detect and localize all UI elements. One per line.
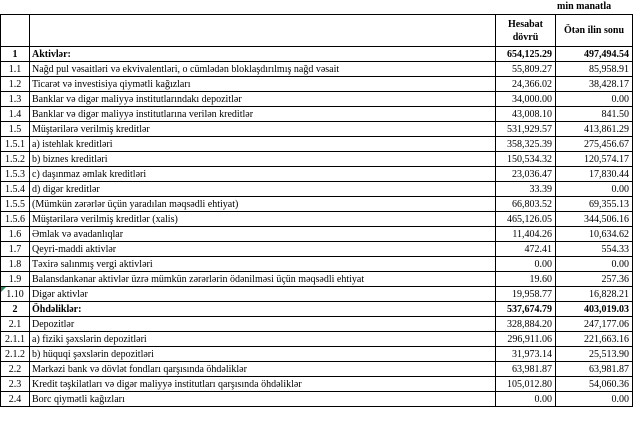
- row-previous-value: 221,663.16: [556, 332, 633, 347]
- row-number: 1.2: [1, 77, 30, 92]
- row-number: 1.3: [1, 92, 30, 107]
- header-current-period: Hesabat dövrü: [496, 15, 556, 47]
- row-previous-value: 0.00: [556, 392, 633, 407]
- row-previous-value: 38,428.17: [556, 77, 633, 92]
- row-number: 1: [1, 47, 30, 62]
- row-current-value: 11,404.26: [496, 227, 556, 242]
- row-label: a) istehlak kreditləri: [30, 137, 496, 152]
- table-row: [1, 212, 633, 227]
- row-label: Müştərilərə verilmiş kreditlər (xalis): [30, 212, 496, 227]
- row-label: b) hüquqi şəxslərin depozitləri: [30, 347, 496, 362]
- table-row: [1, 197, 633, 212]
- row-current-value: 66,803.52: [496, 197, 556, 212]
- row-number: 2.2: [1, 362, 30, 377]
- row-label: Əmlak və avadanlıqlar: [30, 227, 496, 242]
- row-previous-value: 85,958.91: [556, 62, 633, 77]
- table-row: [1, 377, 633, 392]
- row-previous-value: 16,828.21: [556, 287, 633, 302]
- row-label: Müştərilərə verilmiş kreditlər: [30, 122, 496, 137]
- row-current-value: 296,911.06: [496, 332, 556, 347]
- table-row: [1, 227, 633, 242]
- row-previous-value: 247,177.06: [556, 317, 633, 332]
- row-label: Balansdankənar aktivlər üzrə mümkün zərərlərin ödənilməsi üçün məqsədli ehtiyat: [30, 272, 496, 287]
- row-current-value: 0.00: [496, 257, 556, 272]
- table-row: [1, 47, 633, 62]
- row-previous-value: 275,456.67: [556, 137, 633, 152]
- table-row: [1, 347, 633, 362]
- table-row: [1, 107, 633, 122]
- table-row: [1, 242, 633, 257]
- row-label: c) daşınmaz əmlak kreditləri: [30, 167, 496, 182]
- table-row: [1, 182, 633, 197]
- row-number: 2.1.1: [1, 332, 30, 347]
- row-previous-value: 17,830.44: [556, 167, 633, 182]
- row-current-value: 63,981.87: [496, 362, 556, 377]
- row-current-value: 358,325.39: [496, 137, 556, 152]
- row-number: 1.5.3: [1, 167, 30, 182]
- row-number: 2.3: [1, 377, 30, 392]
- table-row: [1, 257, 633, 272]
- row-current-value: 31,973.14: [496, 347, 556, 362]
- row-previous-value: 344,506.16: [556, 212, 633, 227]
- row-current-value: 328,884.20: [496, 317, 556, 332]
- row-label: b) biznes kreditləri: [30, 152, 496, 167]
- row-current-value: 105,012.80: [496, 377, 556, 392]
- row-label: Aktivlər:: [30, 47, 496, 62]
- table-row: [1, 62, 633, 77]
- balance-sheet-table: [0, 14, 633, 407]
- row-number: 1.4: [1, 107, 30, 122]
- header-num-cell: [1, 15, 30, 47]
- row-previous-value: 403,019.03: [556, 302, 633, 317]
- unit-label: min manatla: [557, 1, 612, 12]
- table-row: [1, 362, 633, 377]
- row-number: 2.1: [1, 317, 30, 332]
- row-current-value: 465,126.05: [496, 212, 556, 227]
- row-current-value: 34,000.00: [496, 92, 556, 107]
- row-number: 1.5.6: [1, 212, 30, 227]
- table-row: [1, 272, 633, 287]
- row-number: 2.1.2: [1, 347, 30, 362]
- row-label: Digər aktivlər: [30, 287, 496, 302]
- table-row: [1, 332, 633, 347]
- row-current-value: 23,036.47: [496, 167, 556, 182]
- row-current-value: 19,958.77: [496, 287, 556, 302]
- row-previous-value: 841.50: [556, 107, 633, 122]
- row-number-text: 1.10: [6, 288, 24, 300]
- row-previous-value: 413,861.29: [556, 122, 633, 137]
- row-number: 1.8: [1, 257, 30, 272]
- table-row: [1, 167, 633, 182]
- header-previous-year-end: Ötən ilin sonu: [556, 15, 633, 47]
- comment-marker-icon: [1, 287, 6, 292]
- table-row: [1, 287, 633, 302]
- row-number: 1.5.5: [1, 197, 30, 212]
- row-label: Təxirə salınmış vergi aktivləri: [30, 257, 496, 272]
- table-row: [1, 92, 633, 107]
- row-previous-value: 10,634.62: [556, 227, 633, 242]
- row-number: 1.5.1: [1, 137, 30, 152]
- row-number: 1.5.2: [1, 152, 30, 167]
- row-current-value: 654,125.29: [496, 47, 556, 62]
- row-label: Kredit təşkilatları və digər maliyyə institutları qarşısında öhdəliklər: [30, 377, 496, 392]
- row-current-value: 472.41: [496, 242, 556, 257]
- row-label: Mərkəzi bank və dövlət fondları qarşısında öhdəliklər: [30, 362, 496, 377]
- table-row: [1, 317, 633, 332]
- row-number: 2.4: [1, 392, 30, 407]
- row-number: [1, 287, 30, 302]
- table-row: [1, 137, 633, 152]
- row-number: 1.7: [1, 242, 30, 257]
- row-label: Qeyri-maddi aktivlər: [30, 242, 496, 257]
- header-label-cell: [30, 15, 496, 47]
- row-number: 1.1: [1, 62, 30, 77]
- row-current-value: 537,674.79: [496, 302, 556, 317]
- row-current-value: 0.00: [496, 392, 556, 407]
- row-number: 2: [1, 302, 30, 317]
- row-previous-value: 69,355.13: [556, 197, 633, 212]
- header-row: [1, 15, 633, 47]
- row-label: d) digər kreditlər: [30, 182, 496, 197]
- row-previous-value: 0.00: [556, 257, 633, 272]
- table-row: [1, 77, 633, 92]
- row-previous-value: 63,981.87: [556, 362, 633, 377]
- row-number: 1.6: [1, 227, 30, 242]
- row-current-value: 24,366.02: [496, 77, 556, 92]
- row-label: Banklar və digər maliyyə institutlarındakı depozitlər: [30, 92, 496, 107]
- row-label: a) fiziki şəxslərin depozitləri: [30, 332, 496, 347]
- table-row: [1, 152, 633, 167]
- row-number: 1.9: [1, 272, 30, 287]
- row-previous-value: 120,574.17: [556, 152, 633, 167]
- row-current-value: 43,008.10: [496, 107, 556, 122]
- row-previous-value: 257.36: [556, 272, 633, 287]
- row-label: Öhdəliklər:: [30, 302, 496, 317]
- row-previous-value: 497,494.54: [556, 47, 633, 62]
- row-previous-value: 54,060.36: [556, 377, 633, 392]
- row-current-value: 19.60: [496, 272, 556, 287]
- row-previous-value: 0.00: [556, 92, 633, 107]
- row-previous-value: 25,513.90: [556, 347, 633, 362]
- table-row: [1, 122, 633, 137]
- row-label: Ticarət və investisiya qiymətli kağızları: [30, 77, 496, 92]
- row-current-value: 150,534.32: [496, 152, 556, 167]
- row-number: 1.5: [1, 122, 30, 137]
- row-number: 1.5.4: [1, 182, 30, 197]
- row-label: Depozitlər: [30, 317, 496, 332]
- row-current-value: 33.39: [496, 182, 556, 197]
- row-label: Nağd pul vəsaitləri və ekvivalentləri, o cümlədən bloklaşdırılmış nağd vəsait: [30, 62, 496, 77]
- row-label: Banklar və digər maliyyə institutlarına verilən kreditlər: [30, 107, 496, 122]
- row-current-value: 531,929.57: [496, 122, 556, 137]
- table-row: [1, 392, 633, 407]
- table-row: [1, 302, 633, 317]
- balance-sheet-body: [1, 15, 633, 407]
- row-current-value: 55,809.27: [496, 62, 556, 77]
- row-label: Borc qiymətli kağızları: [30, 392, 496, 407]
- row-previous-value: 554.33: [556, 242, 633, 257]
- row-previous-value: 0.00: [556, 182, 633, 197]
- row-label: (Mümkün zərərlər üçün yaradılan məqsədli ehtiyat): [30, 197, 496, 212]
